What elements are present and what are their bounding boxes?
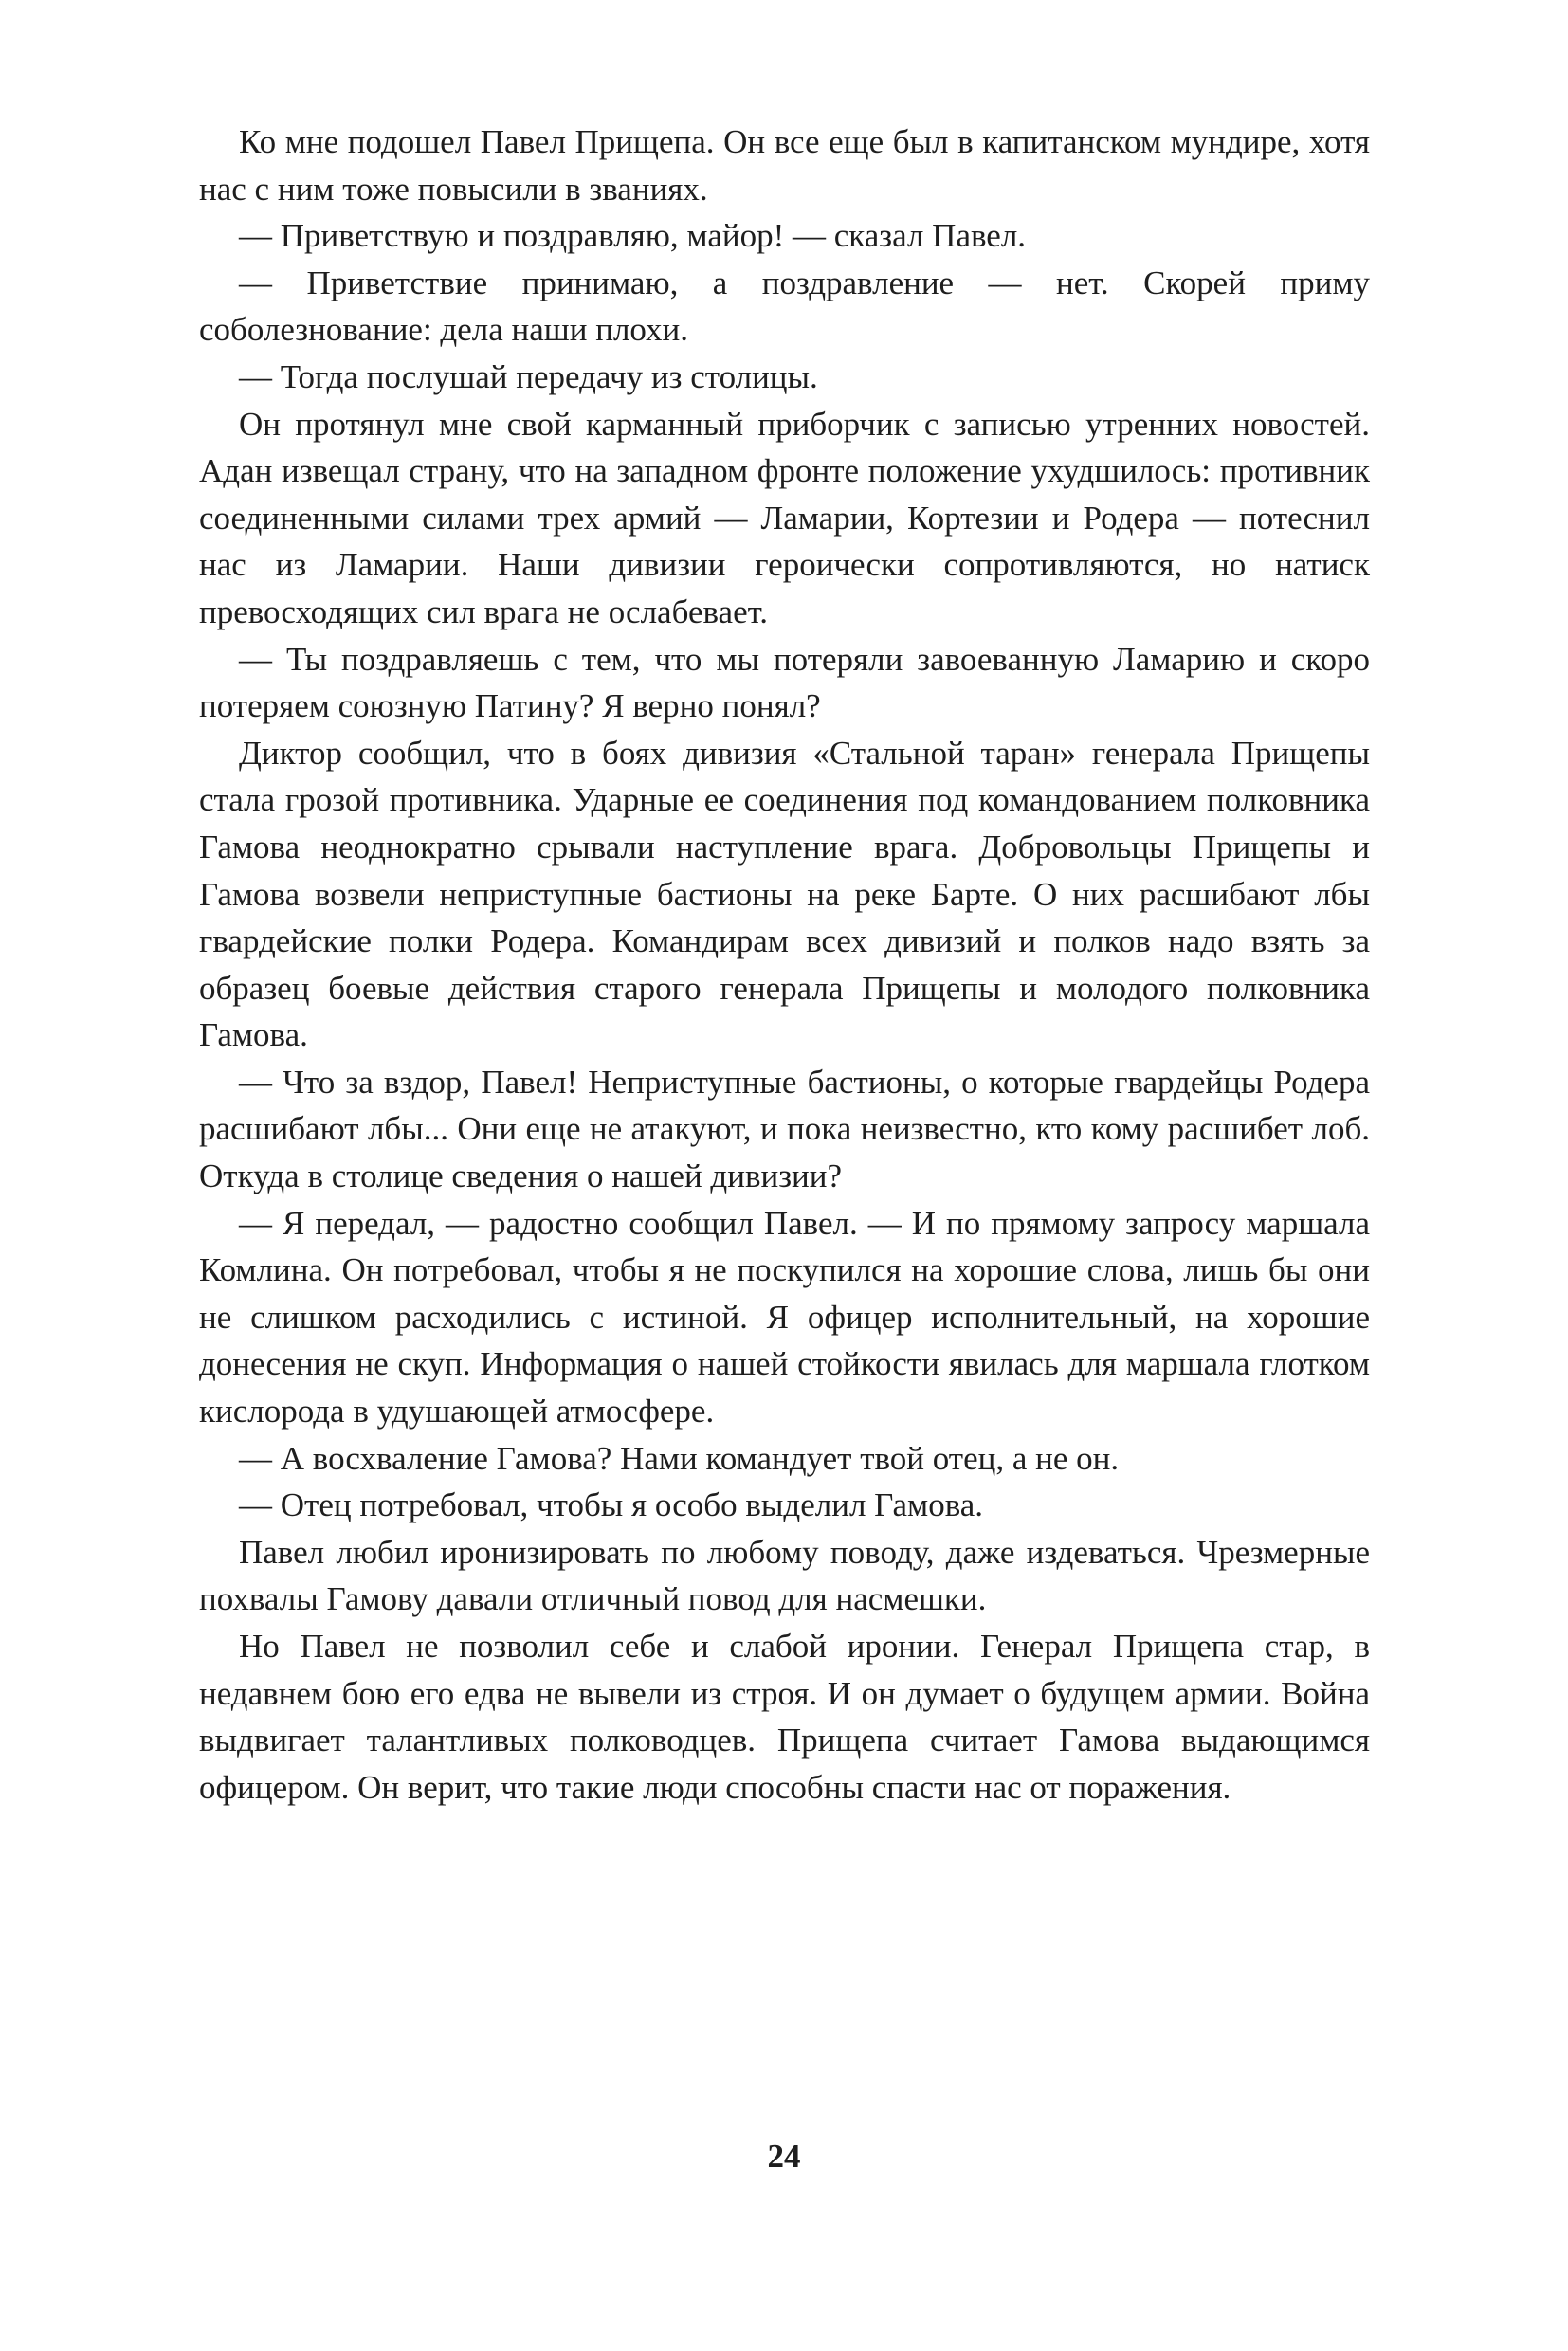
body-text [199,118,1370,1811]
paragraph-12: Павел любил иронизировать по любому поводу, даже издеваться. Чрезмерные похвалы Гамову давали отличный повод для насмешки. [199,1533,1370,1618]
paragraph-11: — Отец потребовал, чтобы я особо выделил Гамова. [239,1486,984,1524]
page-number: 24 [767,2138,801,2175]
paragraph-5: Он протянул мне свой карманный приборчик с записью утренних новостей. Адан извещал страну, что на западном фронте положение ухудшилось: противник соединенными силами трех армий — Ламарии, Кортезии и Родера — потеснил нас из Ламарии. Наши дивизии героически сопротивляются, но натиск превосходящих сил врага не ослабевает. [199,405,1370,630]
paragraph-9: — Я передал, — радостно сообщил Павел. — И по прямому запросу маршала Комлина. Он потребовал, чтобы я не поскупился на хорошие слова, лишь бы они не слишком расходились с истиной. Я офицер исполнительный, на хорошие донесения не скуп. Информация о нашей стойкости явилась для маршала глотком кислорода в удушающей атмосфере. [199,1204,1370,1431]
paragraph-4: — Тогда послушай передачу из столицы. [239,357,818,395]
paragraph-6: — Ты поздравляешь с тем, что мы потеряли завоеванную Ламарию и скоро потеряем союзную Патину? Я верно понял? [199,640,1370,725]
paragraph-13: Но Павел не позволил себе и слабой иронии. Генерал Прищепа стар, в недавнем бою его едва не вывели из строя. И он думает о будущем армии. Война выдвигает талантливых полководцев. Прищепа считает Гамова выдающимся офицером. Он верит, что такие люди способны спасти нас от поражения. [199,1628,1370,1806]
paragraph-2: — Приветствую и поздравляю, майор! — сказал Павел. [239,217,1027,255]
paragraph-10: — А восхваление Гамова? Нами командует твой отец, а не он. [239,1439,1120,1477]
paragraph-7: Диктор сообщил, что в боях дивизия «Стальной таран» генерала Прищепы стала грозой противника. Ударные ее соединения под командованием полковника Гамова неоднократно срывали наступление врага. Добровольцы Прищепы и Гамова возвели неприступные бастионы на реке Барте. О них расшибают лбы гвардейские полки Родера. Командирам всех дивизий и полков надо взять за образец боевые действия старого генерала Прищепы и молодого полковника Гамова. [199,734,1370,1054]
paragraph-8: — Что за вздор, Павел! Неприступные бастионы, о которые гвардейцы Родера расшибают лбы... Они еще не атакуют, и пока неизвестно, кто кому расшибет лоб. Откуда в столице сведения о нашей дивизии? [199,1063,1370,1195]
paragraph-3: — Приветствие принимаю, а поздравление — нет. Скорей приму соболезнование: дела наши плохи. [199,264,1370,349]
paragraph-1: Ко мне подошел Павел Прищепа. Он все еще был в капитанском мундире, хотя нас с ним тоже повысили в званиях. [199,123,1370,208]
